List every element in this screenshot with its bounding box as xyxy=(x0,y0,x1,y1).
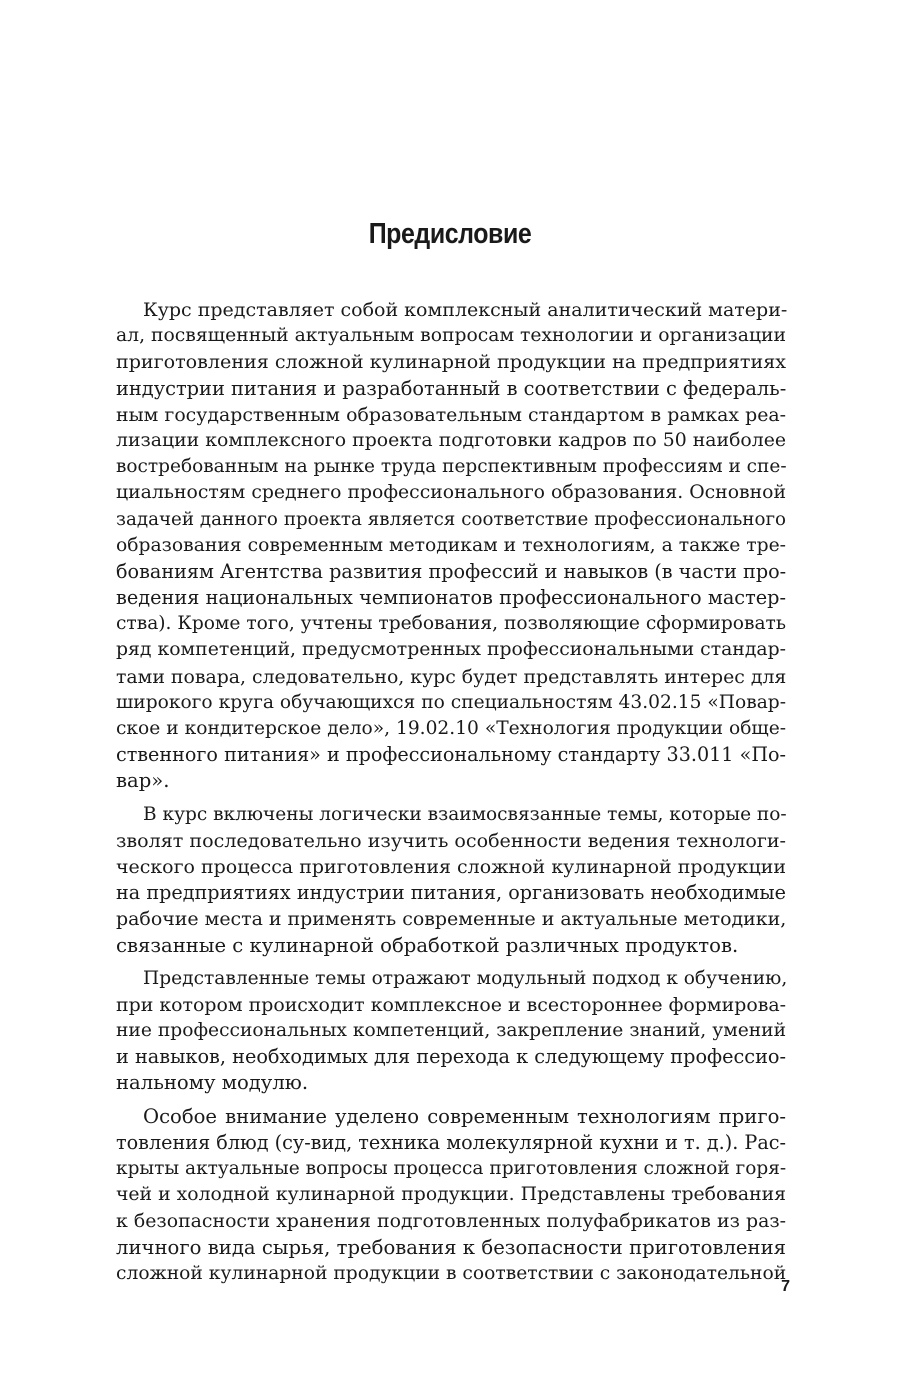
text-line: тами повара, следовательно, курс будет представлять интерес для xyxy=(116,665,787,688)
text-line: ственного питания» и профессиональному стандарту 33.011 «По- xyxy=(116,743,786,767)
text-line: циальностям среднего профессионального образования. Основной xyxy=(116,482,786,504)
text-line: бованиям Агентства развития профессий и навыков (в части про- xyxy=(116,559,787,583)
text-line: зволят последовательно изучить особенности ведения технологи- xyxy=(116,828,786,852)
text-line: при котором происходит комплексное и всестороннее формирова- xyxy=(116,993,786,1016)
text-line: вар». xyxy=(116,769,170,793)
text-line: образования современным методикам и технологиям, а также тре- xyxy=(116,534,786,556)
text-line: чей и холодной кулинарной продукции. Представлены требования xyxy=(116,1184,786,1206)
text-line: ческого процесса приготовления сложной кулинарной продукции xyxy=(116,855,786,878)
text-line: широкого круга обучающихся по специальностям 43.02.15 «Повар- xyxy=(116,691,786,713)
paragraph xyxy=(116,1104,786,1287)
text-line: ское и кондитерское дело», 19.02.10 «Технология продукции обще- xyxy=(116,718,786,739)
text-line: задачей данного проекта является соответствие профессионального xyxy=(116,508,786,530)
page-number: 7 xyxy=(781,1278,790,1295)
text-line: лизации комплексного проекта подготовки кадров по 50 наиболее xyxy=(116,429,786,451)
text-line: востребованным на рынке труда перспективным профессиям и спе- xyxy=(116,456,787,478)
text-line: к безопасности хранения подготовленных полуфабрикатов из раз- xyxy=(116,1210,786,1233)
paragraph xyxy=(116,802,786,959)
text-line: ства). Кроме того, учтены требования, позволяющие сформировать xyxy=(116,613,786,635)
text-line: крыты актуальные вопросы процесса приготовления сложной горя- xyxy=(116,1158,787,1179)
text-line: ние профессиональных компетенций, закрепление знаний, умений xyxy=(116,1020,786,1042)
text-line: индустрии питания и разработанный в соответствии с федераль- xyxy=(116,376,787,400)
text-line: сложной кулинарной продукции в соответствии с законодательной xyxy=(116,1262,787,1284)
text-line: Особое внимание уделено современным технологиям приго- xyxy=(143,1104,786,1128)
text-line: товления блюд (су-вид, техника молекулярной кухни и т. д.). Рас- xyxy=(116,1130,786,1154)
text-line: ал, посвященный актуальным вопросам технологии и организации xyxy=(116,325,787,347)
text-line: Курс представляет собой комплексный аналитический матери- xyxy=(143,299,788,321)
text-line: на предприятиях индустрии питания, организовать необходимые xyxy=(116,881,786,905)
text-line: ным государственным образовательным стандартом в рамках реа- xyxy=(116,403,786,426)
text-line: ведения национальных чемпионатов профессионального мастер- xyxy=(116,586,786,610)
paragraph xyxy=(116,966,786,1097)
chapter-title: Предисловие xyxy=(368,218,532,250)
text-line: рабочие места и применять современные и актуальные методики, xyxy=(116,908,787,931)
text-line: нальному модулю. xyxy=(116,1071,309,1095)
text-line: и навыков, необходимых для перехода к следующему профессио- xyxy=(116,1045,786,1069)
text-line: приготовления сложной кулинарной продукции на предприятиях xyxy=(116,350,786,374)
paragraph xyxy=(116,297,786,795)
body-text xyxy=(116,297,786,1287)
text-line: связанные с кулинарной обработкой различных продуктов. xyxy=(116,933,739,957)
text-line: Представленные темы отражают модульный подход к обучению, xyxy=(143,967,788,989)
text-line: личного вида сырья, требования к безопасности приготовления xyxy=(116,1235,786,1259)
text-line: ряд компетенций, предусмотренных профессиональными стандар- xyxy=(116,639,786,661)
text-line: В курс включены логически взаимосвязанные темы, которые по- xyxy=(143,803,787,825)
